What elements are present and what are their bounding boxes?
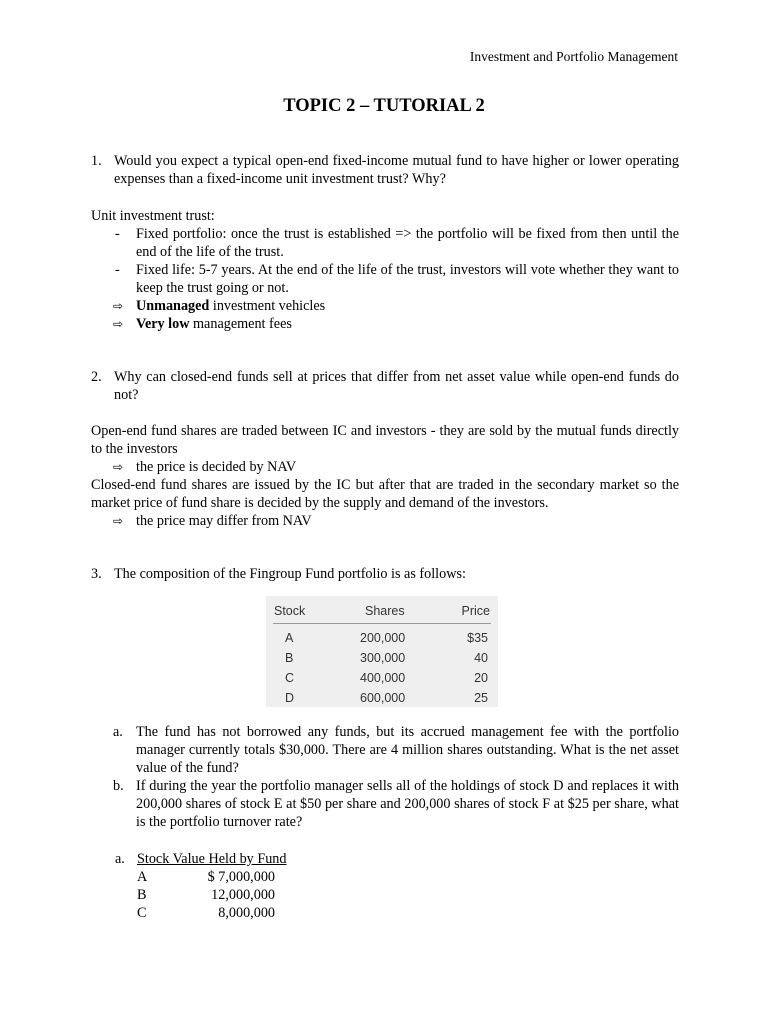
table-row bbox=[115, 904, 415, 922]
sub-question-text: If during the year the portfolio manager sells all of the holdings of stock D and replaces it with 200,000 shares of stock E at $50 per share and 200,000 shares of stock F at $25 per share, what is the portfolio turnover rate? bbox=[136, 778, 679, 830]
right-arrow-icon: ⇨ bbox=[113, 460, 124, 474]
question-text: Why can closed-end funds sell at prices that differ from net asset value while open-end funds do not? bbox=[114, 369, 679, 403]
table-cell: $35 bbox=[467, 631, 488, 645]
sub-question-label: b. bbox=[113, 778, 124, 794]
list-item bbox=[91, 261, 679, 297]
table-header-row bbox=[266, 596, 498, 622]
stock-value: 8,000,000 bbox=[218, 905, 275, 921]
list-item-text: investment vehicles bbox=[209, 298, 326, 314]
list-item-text: management fees bbox=[189, 316, 292, 332]
list-item bbox=[91, 777, 679, 831]
dash-bullet: - bbox=[115, 262, 120, 278]
column-header: Stock bbox=[274, 604, 306, 618]
question-3 bbox=[91, 565, 679, 583]
table-row bbox=[115, 886, 415, 904]
holdings-title: Stock Value Held by Fund bbox=[137, 851, 287, 867]
question-number: 3. bbox=[91, 566, 102, 582]
dash-bullet: - bbox=[115, 226, 120, 242]
list-item-text: Fixed portfolio: once the trust is established => the portfolio will be fixed from then until the end of the life of the trust. bbox=[136, 226, 679, 260]
question-number: 2. bbox=[91, 369, 102, 385]
table-cell: 300,000 bbox=[360, 651, 406, 665]
holdings-title-row bbox=[115, 850, 415, 868]
table-cell: 400,000 bbox=[360, 671, 406, 685]
table-cell: 600,000 bbox=[360, 691, 406, 705]
question-text: Would you expect a typical open-end fixed-income mutual fund to have higher or lower operating expenses than a fixed-income unit investment trust? Why? bbox=[114, 153, 679, 187]
list-item-text: Fixed life: 5-7 years. At the end of the life of the trust, investors will vote whether they want to keep the trust going or not. bbox=[136, 262, 679, 296]
question-3-parts bbox=[91, 723, 679, 831]
stock-name: A bbox=[137, 869, 148, 885]
emphasis-text: Unmanaged bbox=[136, 298, 210, 314]
table-cell: 40 bbox=[474, 651, 488, 665]
question-2 bbox=[91, 368, 679, 404]
stock-name: C bbox=[137, 905, 147, 921]
right-arrow-icon: ⇨ bbox=[113, 299, 124, 313]
running-header: Investment and Portfolio Management bbox=[469, 49, 678, 64]
table-cell: A bbox=[285, 631, 294, 645]
table-cell: 25 bbox=[474, 691, 488, 705]
table-cell: 200,000 bbox=[360, 631, 406, 645]
question-text: The composition of the Fingroup Fund portfolio is as follows: bbox=[114, 566, 466, 582]
emphasis-text: Very low bbox=[136, 316, 190, 332]
stock-value: 12,000,000 bbox=[211, 887, 275, 903]
table-row bbox=[266, 629, 498, 649]
table-divider bbox=[273, 623, 491, 624]
right-arrow-icon: ⇨ bbox=[113, 514, 124, 528]
stock-value: $ 7,000,000 bbox=[207, 869, 275, 885]
list-item-text: the price is decided by NAV bbox=[136, 459, 297, 475]
list-item bbox=[91, 458, 679, 476]
table-row bbox=[115, 868, 415, 886]
table-row bbox=[266, 669, 498, 689]
table-cell: C bbox=[285, 671, 295, 685]
stock-name: B bbox=[137, 887, 147, 903]
list-item bbox=[91, 315, 679, 333]
answer-paragraph: Closed-end fund shares are issued by the IC but after that are traded in the secondary market so the market price of fund share is decided by the supply and demand of the investors. bbox=[91, 477, 679, 511]
answer-label: a. bbox=[115, 851, 125, 867]
right-arrow-icon: ⇨ bbox=[113, 317, 124, 331]
page-title: TOPIC 2 – TUTORIAL 2 bbox=[283, 96, 485, 116]
answer-paragraph: Open-end fund shares are traded between IC and investors - they are sold by the mutual funds directly to the investors bbox=[91, 423, 679, 457]
table-cell: D bbox=[285, 691, 295, 705]
column-header: Price bbox=[461, 604, 490, 618]
question-number: 1. bbox=[91, 153, 102, 169]
table-cell: B bbox=[285, 651, 294, 665]
list-item bbox=[91, 723, 679, 777]
portfolio-table bbox=[266, 596, 498, 707]
list-item bbox=[91, 512, 679, 530]
answer-heading: Unit investment trust: bbox=[91, 208, 215, 224]
list-item bbox=[91, 225, 679, 261]
sub-question-text: The fund has not borrowed any funds, but its accrued management fee with the portfolio manager currently totals $30,000. There are 4 million shares outstanding. What is the net asset value of the fund? bbox=[136, 724, 679, 776]
table-row bbox=[266, 649, 498, 669]
column-header: Shares bbox=[365, 604, 405, 618]
answer-2 bbox=[91, 422, 679, 530]
question-1 bbox=[91, 152, 679, 188]
list-item-text: the price may differ from NAV bbox=[136, 513, 312, 529]
table-cell: 20 bbox=[474, 671, 488, 685]
sub-question-label: a. bbox=[113, 724, 123, 740]
answer-1 bbox=[91, 207, 679, 333]
table-row bbox=[266, 689, 498, 709]
list-item bbox=[91, 297, 679, 315]
holdings-answer bbox=[115, 850, 415, 922]
